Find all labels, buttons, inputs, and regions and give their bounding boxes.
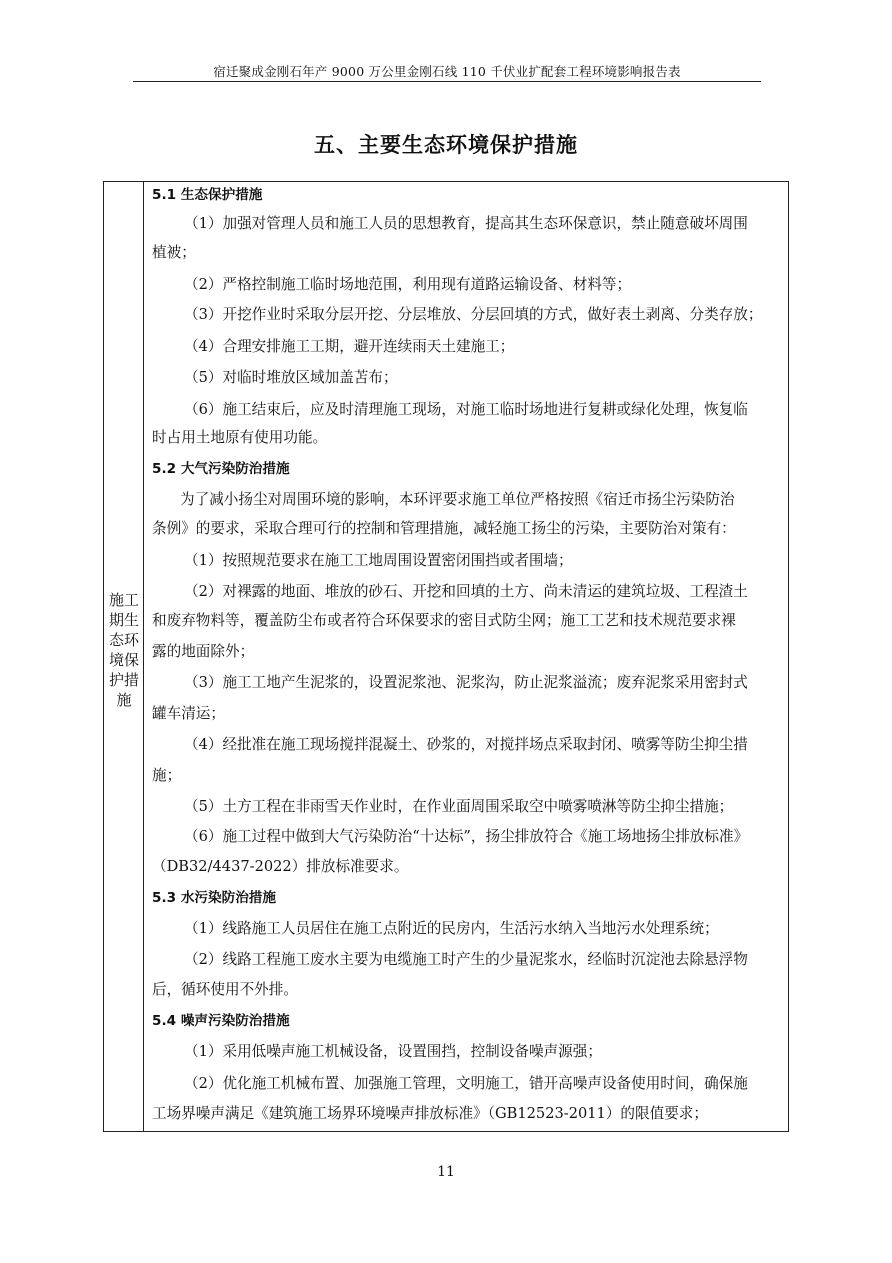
text-line: （6）施工过程中做到大气污染防治“十达标”，扬尘排放符合《施工场地扬尘排放标准》 <box>184 828 749 845</box>
text-line: （5）土方工程在非雨雪天作业时，在作业面周围采取空中喷雾喷淋等防尘抑尘措施； <box>184 798 734 815</box>
text-line: 工场界噪声满足《建筑施工场界环境噪声排放标准》（GB12523-2011）的限值要求； <box>152 1105 708 1122</box>
text-line: （DB32/4437-2022）排放标准要求。 <box>152 858 409 875</box>
text-line: （2）优化施工机械布置、加强施工管理，文明施工，错开高噪声设备使用时间，确保施 <box>184 1075 748 1092</box>
text-line: 时占用土地原有使用功能。 <box>152 429 328 446</box>
text-line: （2）对裸露的地面、堆放的砂石、开挖和回填的土方、尚未清运的建筑垃圾、工程渣土 <box>184 583 748 600</box>
text-line: 后，循环使用不外排。 <box>152 981 298 998</box>
text-line: 露的地面除外； <box>152 643 255 660</box>
text-line: （5）对临时堆放区域加盖苫布； <box>184 369 398 386</box>
category-label-line: 施 <box>116 691 132 709</box>
page-number: 11 <box>437 1164 455 1180</box>
text-line: （4）合理安排施工工期，避开连续雨天土建施工； <box>184 338 515 355</box>
measures-table <box>103 181 789 1132</box>
category-label-line: 境保 <box>108 651 139 669</box>
text-line: （1）线路施工人员居住在施工点附近的民房内，生活污水纳入当地污水处理系统； <box>184 920 719 937</box>
category-label-line: 施工 <box>108 591 139 609</box>
category-label <box>104 590 144 710</box>
text-line: 和废弃物料等，覆盖防尘布或者符合环保要求的密目式防尘网；施工工艺和技术规范要求裸 <box>152 612 736 629</box>
text-line: 植被； <box>152 244 196 261</box>
text-line: （6）施工结束后，应及时清理施工现场，对施工临时场地进行复耕或绿化处理，恢复临 <box>184 401 748 418</box>
category-label-line: 期生 <box>108 611 139 629</box>
subsection-heading: 5.2 大气污染防治措施 <box>152 461 290 477</box>
section-title: 五、主要生态环境保护措施 <box>314 133 578 157</box>
category-label-line: 态环 <box>108 631 139 649</box>
text-line: 施； <box>152 767 182 784</box>
text-line: （2）严格控制施工临时场地范围，利用现有道路运输设备、材料等； <box>184 276 632 293</box>
text-line: 罐车清运； <box>152 705 225 722</box>
subsection-heading: 5.1 生态保护措施 <box>152 187 263 203</box>
document-header: 宿迁聚成金刚石年产 9000 万公里金刚石线 110 千伏业扩配套工程环境影响报告表 <box>213 64 681 79</box>
text-line: （1）采用低噪声施工机械设备，设置围挡，控制设备噪声源强； <box>184 1043 602 1060</box>
text-line: （3）开挖作业时采取分层开挖、分层堆放、分层回填的方式，做好表土剥离、分类存放； <box>184 306 763 323</box>
text-line: （4）经批准在施工现场搅拌混凝土、砂浆的，对搅拌场点采取封闭、喷雾等防尘抑尘措 <box>184 736 748 753</box>
category-label-line: 护措 <box>108 671 139 689</box>
text-line: （2）线路工程施工废水主要为电缆施工时产生的少量泥浆水，经临时沉淀池去除悬浮物 <box>184 951 748 968</box>
text-line: （1）加强对管理人员和施工人员的思想教育，提高其生态环保意识，禁止随意破坏周围 <box>184 215 748 232</box>
category-cell <box>104 182 144 1131</box>
text-line: （3）施工工地产生泥浆的，设置泥浆池、泥浆沟，防止泥浆溢流；废弃泥浆采用密封式 <box>184 674 748 691</box>
header-rule <box>133 81 761 82</box>
text-line: 条例》的要求，采取合理可行的控制和管理措施，减轻施工扬尘的污染，主要防治对策有： <box>152 520 736 537</box>
text-line: （1）按照规范要求在施工工地周围设置密闭围挡或者围墙； <box>184 552 573 569</box>
text-line: 为了减小扬尘对周围环境的影响，本环评要求施工单位严格按照《宿迁市扬尘污染防治 <box>180 491 735 508</box>
subsection-heading: 5.3 水污染防治措施 <box>152 890 276 906</box>
subsection-heading: 5.4 噪声污染防治措施 <box>152 1013 290 1029</box>
